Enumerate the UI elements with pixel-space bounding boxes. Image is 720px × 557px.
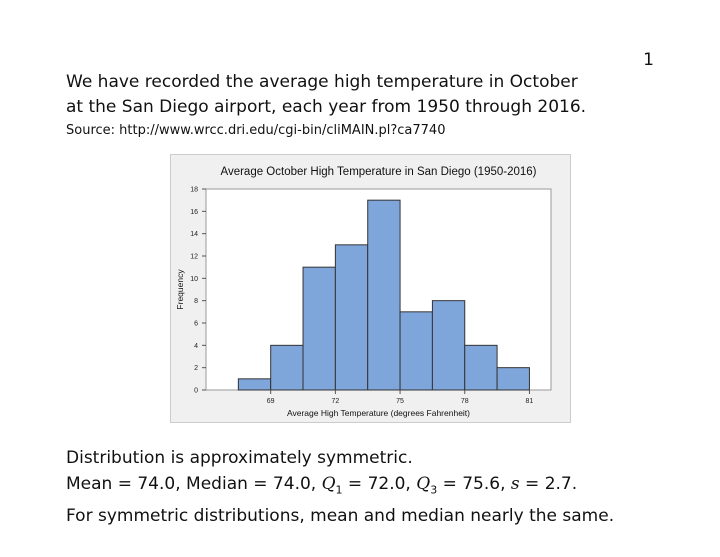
y-tick-label: 4 bbox=[194, 342, 198, 350]
s-value: = 2.7. bbox=[519, 474, 578, 494]
q3-stat bbox=[416, 474, 506, 497]
mean-stat: Mean = 74.0, bbox=[66, 474, 181, 494]
q3-value: = 75.6, bbox=[437, 474, 506, 494]
y-tick-label: 0 bbox=[194, 387, 198, 395]
median-stat: Median = 74.0, bbox=[186, 474, 317, 494]
page-number: 1 bbox=[643, 50, 654, 70]
q3-symbol: Q bbox=[416, 474, 431, 494]
y-tick-label: 10 bbox=[190, 275, 198, 283]
x-tick-label: 75 bbox=[396, 398, 404, 405]
histogram-bar bbox=[497, 368, 529, 390]
histogram-bar bbox=[303, 267, 335, 390]
q1-subscript: 1 bbox=[335, 483, 343, 497]
s-symbol: s bbox=[510, 474, 520, 494]
x-tick-label: 72 bbox=[331, 398, 340, 405]
symmetry-statement: Distribution is approximately symmetric. bbox=[66, 448, 413, 468]
q1-value: = 72.0, bbox=[342, 474, 411, 494]
histogram-bar bbox=[238, 379, 270, 390]
histogram-bar bbox=[465, 345, 497, 390]
y-tick-label: 8 bbox=[194, 298, 198, 306]
x-tick-label: 78 bbox=[460, 398, 469, 405]
x-tick-label: 69 bbox=[266, 398, 275, 405]
intro-line-2: at the San Diego airport, each year from 1950 through 2016. bbox=[66, 97, 587, 117]
conclusion-statement: For symmetric distributions, mean and median nearly the same. bbox=[66, 506, 615, 527]
histogram-bar bbox=[335, 245, 367, 390]
chart-title: Average October High Temperature in San Diego (1950-2016) bbox=[220, 166, 537, 178]
histogram-bar bbox=[271, 345, 303, 390]
histogram-figure bbox=[170, 154, 571, 423]
histogram-chart bbox=[171, 155, 570, 422]
y-tick-label: 14 bbox=[190, 231, 198, 239]
y-axis-label: Frequency bbox=[175, 269, 185, 310]
x-tick-label: 81 bbox=[525, 398, 534, 405]
y-tick-label: 2 bbox=[194, 365, 198, 373]
sd-stat bbox=[511, 474, 577, 494]
y-tick-label: 16 bbox=[190, 208, 198, 216]
x-axis-label: Average High Temperature (degrees Fahrenheit) bbox=[286, 408, 471, 418]
histogram-bar bbox=[368, 200, 400, 390]
intro-line-1: We have recorded the average high temperature in October bbox=[66, 72, 578, 92]
y-tick-label: 18 bbox=[190, 186, 198, 194]
q1-stat bbox=[321, 474, 411, 497]
statistics-line bbox=[66, 471, 614, 503]
source-citation: Source: http://www.wrcc.dri.edu/cgi-bin/cliMAIN.pl?ca7740 bbox=[66, 123, 446, 138]
y-tick-label: 6 bbox=[194, 320, 198, 328]
histogram-bar bbox=[432, 301, 464, 390]
q3-subscript: 3 bbox=[430, 483, 438, 497]
q1-symbol: Q bbox=[321, 474, 336, 494]
histogram-bar bbox=[400, 312, 432, 390]
summary-text bbox=[66, 445, 614, 529]
y-tick-label: 12 bbox=[190, 253, 198, 261]
intro-text bbox=[66, 70, 586, 120]
